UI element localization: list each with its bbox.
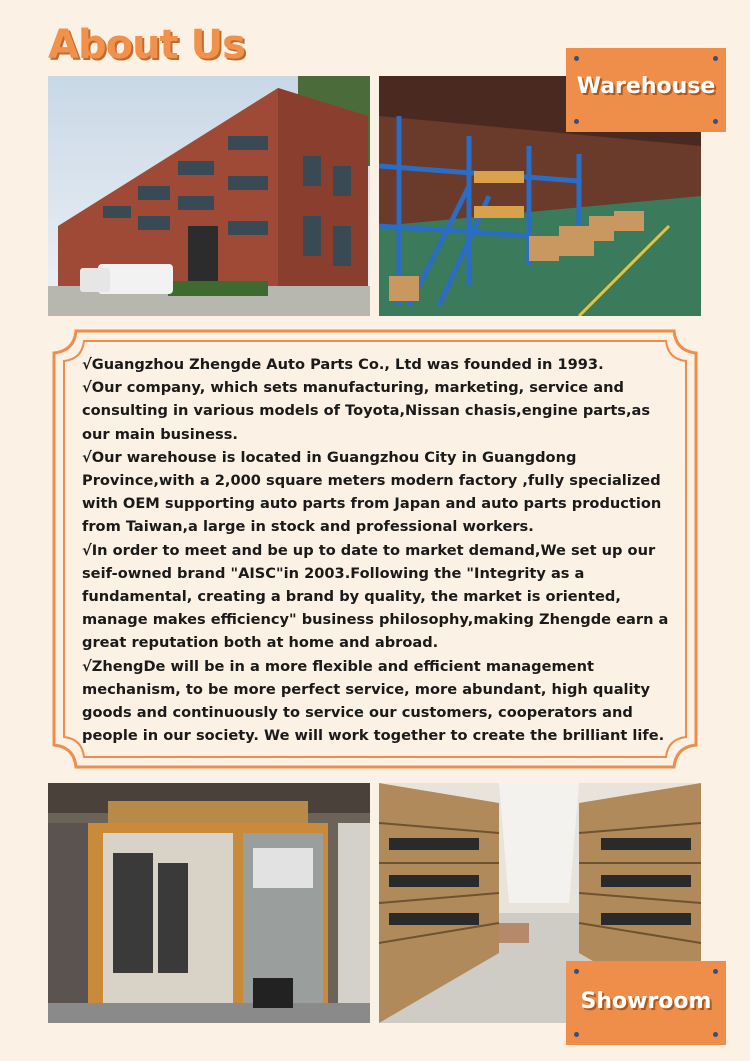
paragraph: √In order to meet and be up to date to market demand,We set up our seif-owned brand "AISC"in 2003.Following the "Integrity as a fundamental, creating a brand by quality, the market is oriented, manage makes efficiency" business philosophy,making Zhengde earn a great reputation both at home and abroad. — [82, 541, 669, 652]
paragraph: √Our warehouse is located in Guangzhou City in Guangdong Province,with a 2,000 square meters modern factory ,fully specialized with OEM supporting auto parts from Japan and auto parts production from Taiwan,a large in stock and professional workers. — [82, 448, 662, 536]
paragraph: √ZhengDe will be in a more flexible and efficient management mechanism, to be more perfect service, more abundant, high quality goods and continuously to service our customers, cooperators and people in our society. We will work together to create the brilliant life. — [82, 657, 665, 745]
paragraph: √Our company, which sets manufacturing, marketing, service and consulting in various models of Toyota,Nissan chasis,engine parts,as our main business. — [82, 379, 651, 443]
corner-dot-icon — [713, 119, 718, 124]
company-description-frame — [48, 325, 702, 773]
warehouse-label — [566, 48, 726, 132]
corner-dot-icon — [713, 1032, 718, 1037]
description-text — [82, 353, 672, 747]
paragraph: √Guangzhou Zhengde Auto Parts Co., Ltd was founded in 1993. — [82, 356, 604, 373]
storefront-photo — [48, 783, 370, 1023]
corner-dot-icon — [574, 56, 579, 61]
corner-dot-icon — [574, 119, 579, 124]
corner-dot-icon — [713, 56, 718, 61]
showroom-label — [566, 961, 726, 1045]
corner-dot-icon — [574, 969, 579, 974]
page-title: About Us — [48, 22, 245, 68]
warehouse-label-text: Warehouse — [576, 74, 716, 99]
showroom-label-text: Showroom — [580, 989, 712, 1014]
corner-dot-icon — [574, 1032, 579, 1037]
corner-dot-icon — [713, 969, 718, 974]
factory-building-photo — [48, 76, 370, 316]
